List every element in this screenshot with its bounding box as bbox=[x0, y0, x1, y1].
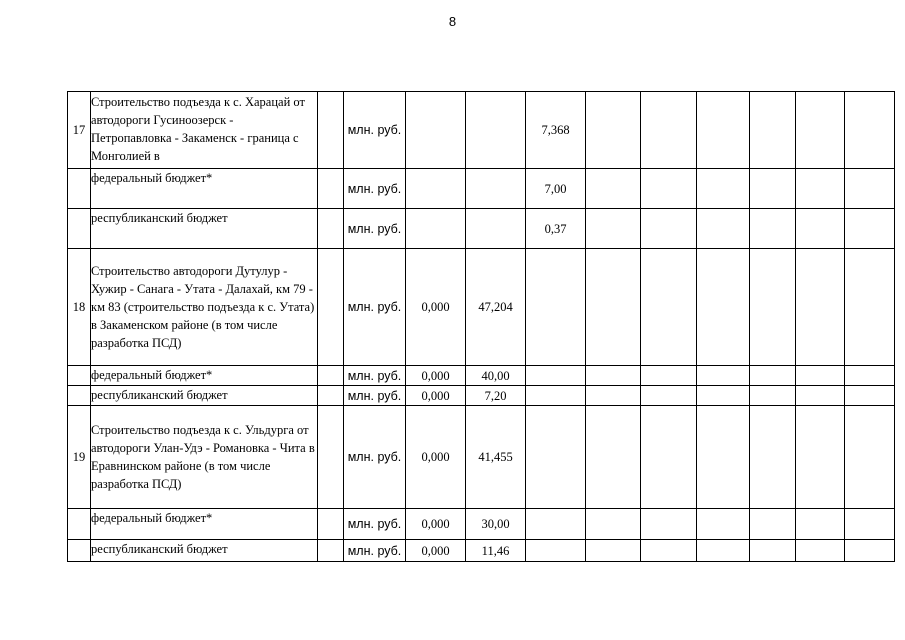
value-cell: 7,20 bbox=[466, 386, 526, 406]
unit-cell: млн. руб. bbox=[344, 92, 406, 169]
value-cell bbox=[750, 540, 796, 562]
empty-cell bbox=[318, 366, 344, 386]
value-cell bbox=[586, 386, 641, 406]
value-cell bbox=[845, 366, 895, 386]
value-cell bbox=[750, 209, 796, 249]
value-cell: 30,00 bbox=[466, 509, 526, 540]
value-cell bbox=[845, 209, 895, 249]
value-cell bbox=[697, 366, 750, 386]
value-cell: 0,000 bbox=[406, 249, 466, 366]
value-cell bbox=[697, 209, 750, 249]
value-cell bbox=[586, 509, 641, 540]
table-row bbox=[68, 406, 895, 509]
value-cell bbox=[796, 540, 845, 562]
value-cell bbox=[697, 249, 750, 366]
value-cell bbox=[641, 169, 697, 209]
unit-cell: млн. руб. bbox=[344, 406, 406, 509]
value-cell bbox=[586, 169, 641, 209]
empty-cell bbox=[318, 406, 344, 509]
row-number bbox=[68, 540, 91, 562]
table-row bbox=[68, 386, 895, 406]
value-cell bbox=[845, 509, 895, 540]
unit-cell: млн. руб. bbox=[344, 386, 406, 406]
value-cell bbox=[586, 209, 641, 249]
page-number: 8 bbox=[448, 14, 457, 29]
value-cell bbox=[406, 209, 466, 249]
table-row bbox=[68, 540, 895, 562]
value-cell bbox=[697, 406, 750, 509]
value-cell bbox=[586, 366, 641, 386]
value-cell bbox=[697, 169, 750, 209]
value-cell: 11,46 bbox=[466, 540, 526, 562]
value-cell bbox=[641, 406, 697, 509]
value-cell: 0,000 bbox=[406, 386, 466, 406]
value-cell bbox=[641, 386, 697, 406]
value-cell bbox=[796, 249, 845, 366]
value-cell bbox=[641, 366, 697, 386]
value-cell bbox=[697, 540, 750, 562]
empty-cell bbox=[318, 509, 344, 540]
empty-cell bbox=[318, 386, 344, 406]
value-cell: 40,00 bbox=[466, 366, 526, 386]
item-name: федеральный бюджет* bbox=[91, 169, 318, 209]
item-name: республиканский бюджет bbox=[91, 209, 318, 249]
value-cell bbox=[845, 386, 895, 406]
value-cell bbox=[466, 169, 526, 209]
row-number bbox=[68, 169, 91, 209]
table-row bbox=[68, 169, 895, 209]
value-cell bbox=[526, 366, 586, 386]
value-cell bbox=[466, 209, 526, 249]
value-cell bbox=[845, 169, 895, 209]
value-cell bbox=[796, 386, 845, 406]
value-cell bbox=[586, 540, 641, 562]
table-row bbox=[68, 249, 895, 366]
empty-cell bbox=[318, 169, 344, 209]
item-name: республиканский бюджет bbox=[91, 386, 318, 406]
budget-table bbox=[67, 91, 895, 562]
value-cell: 7,368 bbox=[526, 92, 586, 169]
value-cell bbox=[586, 406, 641, 509]
empty-cell bbox=[318, 92, 344, 169]
row-number bbox=[68, 386, 91, 406]
row-number: 19 bbox=[68, 406, 91, 509]
value-cell bbox=[845, 92, 895, 169]
value-cell bbox=[750, 92, 796, 169]
value-cell bbox=[750, 366, 796, 386]
value-cell bbox=[750, 386, 796, 406]
value-cell: 41,455 bbox=[466, 406, 526, 509]
row-number bbox=[68, 366, 91, 386]
value-cell bbox=[641, 209, 697, 249]
unit-cell: млн. руб. bbox=[344, 540, 406, 562]
value-cell bbox=[845, 540, 895, 562]
value-cell bbox=[697, 386, 750, 406]
unit-cell: млн. руб. bbox=[344, 209, 406, 249]
value-cell bbox=[796, 92, 845, 169]
value-cell bbox=[586, 249, 641, 366]
empty-cell bbox=[318, 540, 344, 562]
item-name: Строительство автодороги Дутулур - Хужир - Санага - Утата - Далахай, км 79 - км 83 (строительство подъезда к с. Утата) в Закаменском районе (в том числе разработка ПСД) bbox=[91, 249, 318, 366]
value-cell bbox=[845, 249, 895, 366]
value-cell: 0,000 bbox=[406, 406, 466, 509]
value-cell bbox=[796, 169, 845, 209]
table-row bbox=[68, 509, 895, 540]
value-cell bbox=[641, 92, 697, 169]
item-name: федеральный бюджет* bbox=[91, 366, 318, 386]
value-cell bbox=[641, 249, 697, 366]
value-cell bbox=[796, 406, 845, 509]
item-name: республиканский бюджет bbox=[91, 540, 318, 562]
value-cell bbox=[641, 509, 697, 540]
item-name bbox=[91, 92, 318, 169]
unit-cell: млн. руб. bbox=[344, 366, 406, 386]
value-cell: 0,000 bbox=[406, 540, 466, 562]
value-cell bbox=[750, 249, 796, 366]
value-cell bbox=[750, 406, 796, 509]
table-row bbox=[68, 366, 895, 386]
item-name-text: Строительство подъезда к с. Харацай от автодороги Гусиноозерск - Петропавловка - Закаменск - граница с Монголией в bbox=[91, 95, 305, 163]
value-cell bbox=[697, 509, 750, 540]
row-number bbox=[68, 509, 91, 540]
value-cell bbox=[845, 406, 895, 509]
value-cell bbox=[526, 406, 586, 509]
value-cell bbox=[526, 386, 586, 406]
value-cell bbox=[697, 92, 750, 169]
value-cell bbox=[526, 249, 586, 366]
value-cell: 0,000 bbox=[406, 366, 466, 386]
value-cell bbox=[796, 366, 845, 386]
value-cell bbox=[526, 509, 586, 540]
value-cell bbox=[526, 540, 586, 562]
unit-cell: млн. руб. bbox=[344, 169, 406, 209]
value-cell bbox=[466, 92, 526, 169]
table-row bbox=[68, 209, 895, 249]
value-cell bbox=[586, 92, 641, 169]
value-cell bbox=[750, 509, 796, 540]
row-number: 17 bbox=[68, 92, 91, 169]
unit-cell: млн. руб. bbox=[344, 509, 406, 540]
value-cell: 47,204 bbox=[466, 249, 526, 366]
row-number bbox=[68, 209, 91, 249]
value-cell bbox=[750, 169, 796, 209]
table-row bbox=[68, 92, 895, 169]
item-name: федеральный бюджет* bbox=[91, 509, 318, 540]
value-cell: 0,000 bbox=[406, 509, 466, 540]
row-number: 18 bbox=[68, 249, 91, 366]
empty-cell bbox=[318, 209, 344, 249]
value-cell bbox=[796, 509, 845, 540]
value-cell: 0,37 bbox=[526, 209, 586, 249]
unit-cell: млн. руб. bbox=[344, 249, 406, 366]
empty-cell bbox=[318, 249, 344, 366]
value-cell: 7,00 bbox=[526, 169, 586, 209]
value-cell bbox=[796, 209, 845, 249]
value-cell bbox=[406, 169, 466, 209]
item-name: Строительство подъезда к с. Ульдурга от автодороги Улан-Удэ - Романовка - Чита в Еравнинском районе (в том числе разработка ПСД) bbox=[91, 406, 318, 509]
value-cell bbox=[641, 540, 697, 562]
value-cell bbox=[406, 92, 466, 169]
